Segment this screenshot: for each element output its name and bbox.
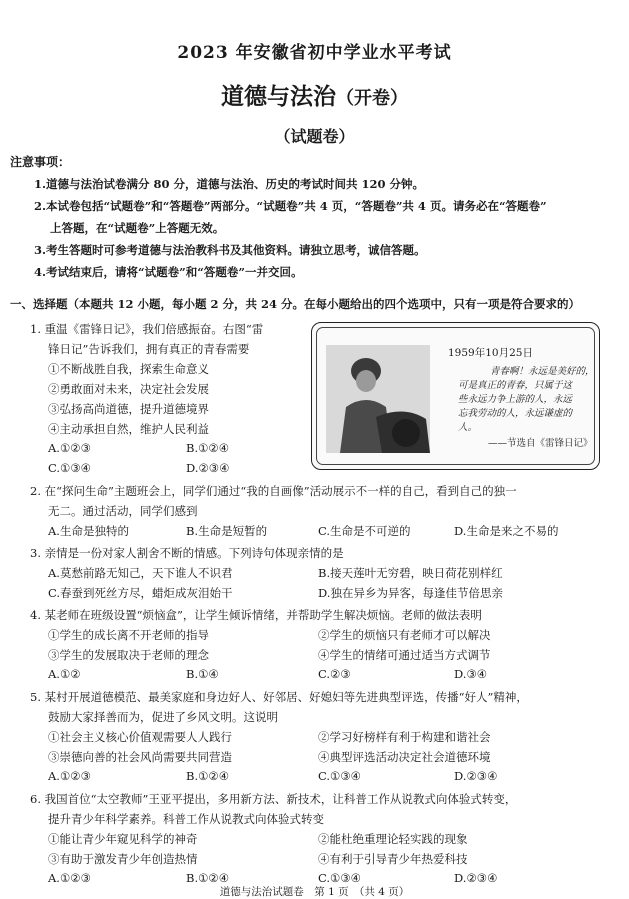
q1-stem: 1. 重温《雷锋日记》，我们倍感振奋。右图“雷: [30, 322, 264, 336]
diary-line: 可是真正的青春，只属于这: [458, 380, 573, 391]
q4-item: ①学生的成长离不开老师的指导: [48, 628, 209, 642]
diary-line: 些永远力争上游的人，永远: [458, 394, 573, 405]
q6-item: ③有助于激发青少年创造热情: [48, 852, 198, 866]
q4-item: ②学生的烦恼只有老师才可以解决: [318, 628, 491, 642]
q4-stem: 4. 某老师在班级设置“烦恼盒”，让学生倾诉情绪，并帮助学生解决烦恼。老师的做法表明: [30, 608, 482, 622]
q1-stem: 锋日记”告诉我们，拥有真正的青春需要: [48, 342, 250, 356]
lei-feng-diary-figure: [311, 322, 600, 470]
q5-item: ②学习好榜样有利于构建和谐社会: [318, 730, 491, 744]
q1-option: D.②③④: [186, 461, 230, 475]
q3-option: B.接天莲叶无穷碧，映日荷花别样红: [318, 566, 503, 580]
q4-option: C.②③: [318, 667, 351, 681]
q1-item: ③弘扬高尚道德，提升道德境界: [48, 402, 209, 416]
q4-item: ④学生的情绪可通过适当方式调节: [318, 648, 491, 662]
q3-stem: 3. 亲情是一份对家人割舍不断的情感。下列诗句体现亲情的是: [30, 546, 344, 560]
q6-stem: 6. 我国首位“太空教师”王亚平提出，多用新方法、新技术，让科普工作从说教式向体验式转变，: [30, 792, 517, 806]
q2-option: B.生命是短暂的: [186, 524, 268, 538]
diary-source: ——节选自《雷锋日记》: [488, 438, 593, 449]
notice-line: 4.考试结束后，请将“试题卷”和“答题卷”一并交回。: [34, 265, 303, 279]
q5-option: D.②③④: [454, 769, 498, 783]
q4-option: A.①②: [48, 667, 81, 681]
q6-item: ②能杜绝重理论轻实践的现象: [318, 832, 468, 846]
q6-option: D.②③④: [454, 871, 498, 885]
q1-item: ①不断战胜自我，探索生命意义: [48, 362, 209, 376]
q6-option: A.①②③: [48, 871, 91, 885]
q5-stem: 5. 某村开展道德模范、最美家庭和身边好人、好邻居、好媳妇等先进典型评选，传播“好人”精神，: [30, 690, 528, 704]
paper-kind: （试题卷）: [274, 127, 355, 146]
diary-line: 人。: [458, 422, 478, 433]
q5-item: ④典型评选活动决定社会道德环境: [318, 750, 491, 764]
q4-option: D.③④: [454, 667, 488, 681]
q6-item: ①能让青少年窥见科学的神奇: [48, 832, 198, 846]
q3-option: C.春蚕到死丝方尽，蜡炬成灰泪始干: [48, 586, 233, 600]
notice-line: 3.考生答题时可参考道德与法治教科书及其他资料。请独立思考，诚信答题。: [34, 243, 426, 257]
q5-option: A.①②③: [48, 769, 91, 783]
q1-option: C.①③④: [48, 461, 91, 475]
q1-item: ④主动承担自然，维护人民利益: [48, 422, 209, 436]
subject-name: 道德与法治: [221, 83, 336, 110]
notice-line: 2.本试卷包括“试题卷”和“答题卷”两部分。“试题卷”共 4 页，“答题卷”共 4 页。请务必在“答题卷”: [34, 199, 547, 213]
q5-option: C.①③④: [318, 769, 361, 783]
q1-item: ②勇敢面对未来，决定社会发展: [48, 382, 209, 396]
q3-option: D.独在异乡为异客，每逢佳节倍思亲: [318, 586, 503, 600]
q5-stem: 鼓励大家择善而为，促进了乡风文明。这说明: [48, 710, 278, 724]
q5-option: B.①②④: [186, 769, 230, 783]
q5-item: ③崇德向善的社会风尚需要共同营造: [48, 750, 232, 764]
q2-stem: 2. 在“探问生命”主题班会上，同学们通过“我的自画像”活动展示不一样的自己，看到自己的独一: [30, 484, 517, 498]
subject-note: （开卷）: [336, 88, 408, 109]
page-footer: 道德与法治试题卷 第 1 页 （共 4 页）: [219, 886, 410, 898]
q2-stem: 无二。通过活动，同学们感到: [48, 504, 198, 518]
q2-option: C.生命是不可逆的: [318, 524, 411, 538]
diary-date: 1959年10月25日: [448, 347, 533, 359]
q1-option: B.①②④: [186, 441, 230, 455]
q6-stem: 提升青少年科学素养。科普工作从说教式向体验式转变: [48, 812, 324, 826]
q4-option: B.①④: [186, 667, 219, 681]
lei-feng-photo: [326, 345, 430, 453]
q2-option: D.生命是来之不易的: [454, 524, 559, 538]
notice-line: 上答题，在“试题卷”上答题无效。: [50, 221, 225, 235]
subject-title: [0, 78, 629, 111]
q3-option: A.莫愁前路无知己，天下谁人不识君: [48, 566, 233, 580]
diary-line: 忘我劳动的人，永远谦虚的: [458, 408, 573, 419]
q4-item: ③学生的发展取决于老师的理念: [48, 648, 209, 662]
q5-item: ①社会主义核心价值观需要人人践行: [48, 730, 232, 744]
notice-line: 1.道德与法治试卷满分 80 分，道德与法治、历史的考试时间共 120 分钟。: [34, 177, 425, 191]
section-heading: 一、选择题（本题共 12 小题，每小题 2 分，共 24 分。在每小题给出的四个选项中，只有一项是符合要求的）: [10, 297, 581, 311]
q6-option: C.①③④: [318, 871, 361, 885]
exam-title: 2023 年安徽省初中学业水平考试: [177, 43, 452, 63]
q6-item: ④有利于引导青少年热爱科技: [318, 852, 468, 866]
diary-line: 青春啊！永远是美好的，: [490, 366, 595, 377]
notice-heading: 注意事项：: [10, 155, 71, 169]
q6-option: B.①②④: [186, 871, 230, 885]
q1-option: A.①②③: [48, 441, 91, 455]
q2-option: A.生命是独特的: [48, 524, 129, 538]
